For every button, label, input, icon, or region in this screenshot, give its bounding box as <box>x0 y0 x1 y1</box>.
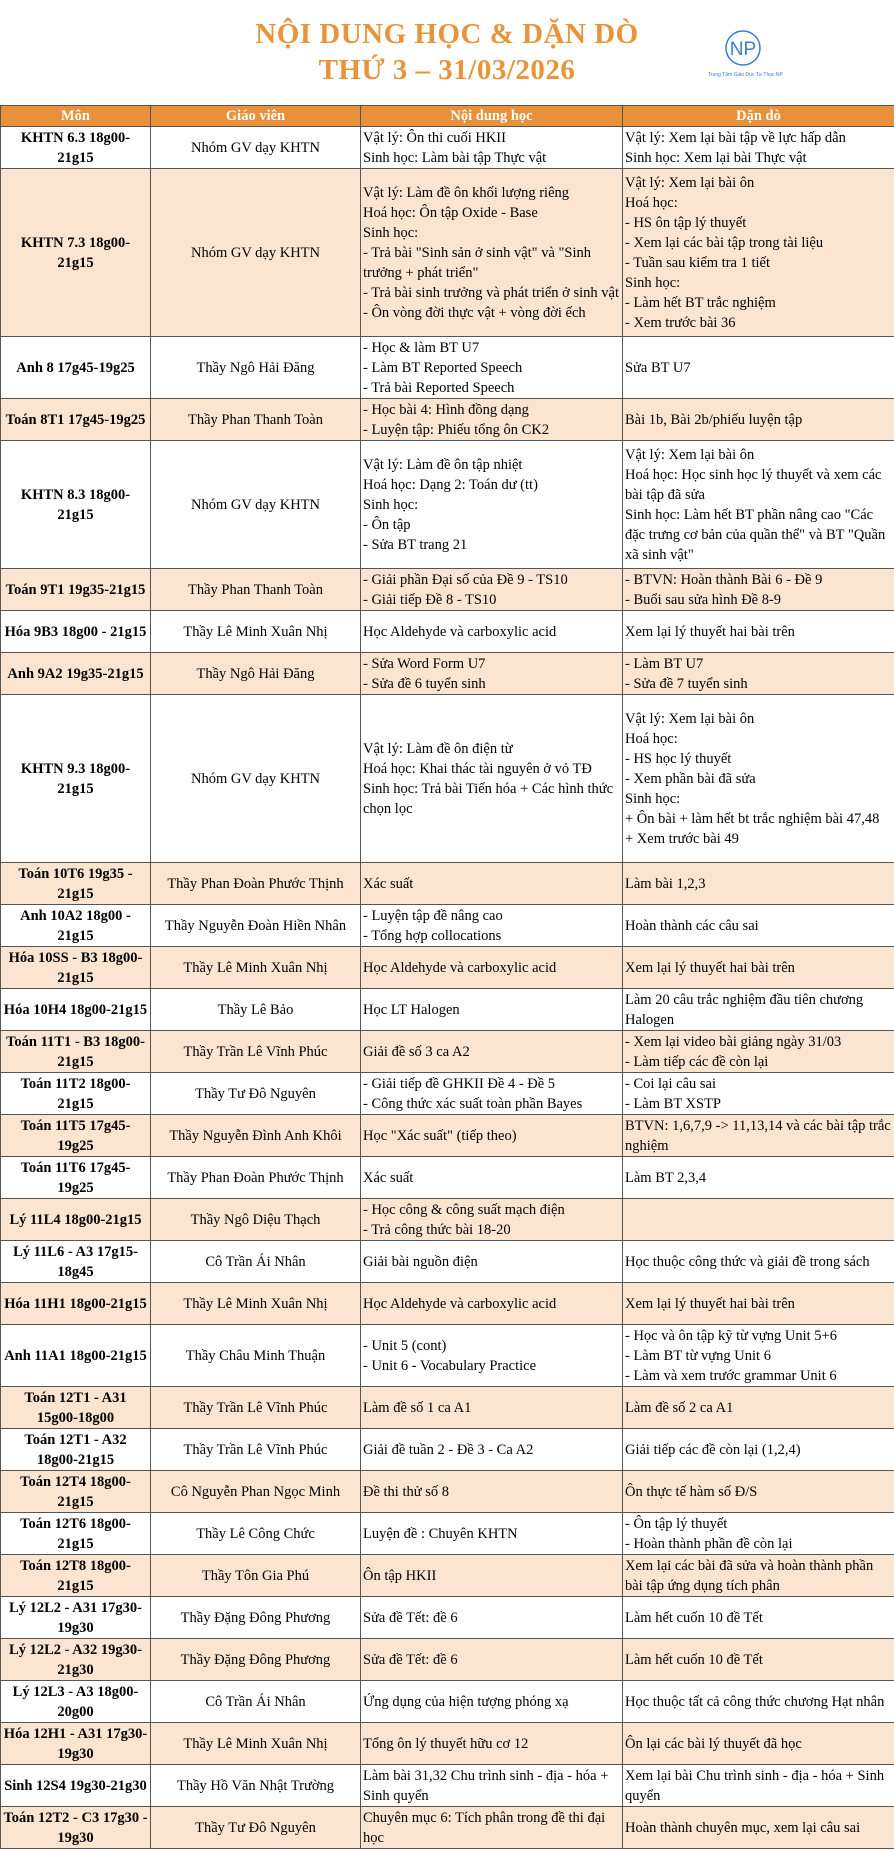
teacher-cell: Thầy Trần Lê Vĩnh Phúc <box>151 1031 361 1073</box>
homework-cell: Làm hết cuốn 10 đề Tết <box>623 1639 894 1681</box>
content-cell: Tổng ôn lý thuyết hữu cơ 12 <box>361 1723 623 1765</box>
subject-cell: KHTN 6.3 18g00-21g15 <box>1 127 151 169</box>
subject-cell: Hóa 9B3 18g00 - 21g15 <box>1 611 151 653</box>
content-cell: Sửa đề Tết: đề 6 <box>361 1639 623 1681</box>
table-row <box>1 863 894 905</box>
table-row <box>1 441 894 569</box>
table-header-row <box>1 106 894 127</box>
homework-cell: Giải tiếp các đề còn lại (1,2,4) <box>623 1429 894 1471</box>
subject-cell: Hóa 11H1 18g00-21g15 <box>1 1283 151 1325</box>
content-cell: Ôn tập HKII <box>361 1555 623 1597</box>
table-row <box>1 1031 894 1073</box>
teacher-cell: Nhóm GV dạy KHTN <box>151 127 361 169</box>
content-cell: Vật lý: Ôn thi cuối HKII Sinh học: Làm bài tập Thực vật <box>361 127 623 169</box>
table-row <box>1 1429 894 1471</box>
subject-cell: Toán 11T5 17g45-19g25 <box>1 1115 151 1157</box>
subject-cell: Hóa 12H1 - A31 17g30-19g30 <box>1 1723 151 1765</box>
table-row <box>1 1555 894 1597</box>
homework-cell: - Xem lại video bài giảng ngày 31/03 - Làm tiếp các đề còn lại <box>623 1031 894 1073</box>
content-cell: Đề thi thử số 8 <box>361 1471 623 1513</box>
homework-cell: - Làm BT U7 - Sửa đề 7 tuyển sinh <box>623 653 894 695</box>
teacher-cell: Cô Trần Ái Nhân <box>151 1681 361 1723</box>
table-row <box>1 1765 894 1807</box>
subject-cell: Toán 11T2 18g00-21g15 <box>1 1073 151 1115</box>
subject-cell: Toán 12T4 18g00-21g15 <box>1 1471 151 1513</box>
table-row <box>1 1639 894 1681</box>
subject-cell: Toán 12T1 - A32 18g00-21g15 <box>1 1429 151 1471</box>
teacher-cell: Thầy Tư Đô Nguyên <box>151 1807 361 1849</box>
teacher-cell: Thầy Trần Lê Vĩnh Phúc <box>151 1387 361 1429</box>
table-row <box>1 399 894 441</box>
content-cell: - Giải phần Đại số của Đề 9 - TS10 - Giải tiếp Đề 8 - TS10 <box>361 569 623 611</box>
content-cell: Xác suất <box>361 863 623 905</box>
subject-cell: Toán 9T1 19g35-21g15 <box>1 569 151 611</box>
teacher-cell: Thầy Phan Đoàn Phước Thịnh <box>151 1157 361 1199</box>
homework-cell: Vật lý: Xem lại bài ôn Hoá học: Học sinh học lý thuyết và xem các bài tập đã sửa Sinh học: Làm hết BT phần nâng cao "Các đặc trưng cơ bản của quần thể" và BT "Quần xã sinh vật" <box>623 441 894 569</box>
teacher-cell: Nhóm GV dạy KHTN <box>151 441 361 569</box>
table-row <box>1 611 894 653</box>
content-cell: Vật lý: Làm đề ôn điện từ Hoá học: Khai thác tài nguyên ở vỏ TĐ Sinh học: Trả bài Tiến hóa + Các hình thức chọn lọc <box>361 695 623 863</box>
table-row <box>1 337 894 399</box>
subject-cell: Toán 12T1 - A31 15g00-18g00 <box>1 1387 151 1429</box>
homework-cell: Sửa BT U7 <box>623 337 894 399</box>
homework-cell: Hoàn thành chuyên mục, xem lại câu sai <box>623 1807 894 1849</box>
homework-cell: - Học và ôn tập kỹ từ vựng Unit 5+6 - Làm BT từ vựng Unit 6 - Làm và xem trước grammar Unit 6 <box>623 1325 894 1387</box>
teacher-cell: Cô Nguyễn Phan Ngọc Minh <box>151 1471 361 1513</box>
content-cell: Sửa đề Tết: đề 6 <box>361 1597 623 1639</box>
subject-cell: Toán 11T6 17g45-19g25 <box>1 1157 151 1199</box>
teacher-cell: Thầy Lê Công Chức <box>151 1513 361 1555</box>
content-cell: Làm bài 31,32 Chu trình sinh - địa - hóa + Sinh quyển <box>361 1765 623 1807</box>
teacher-cell: Thầy Ngô Hải Đăng <box>151 337 361 399</box>
homework-cell: Xem lại lý thuyết hai bài trên <box>623 1283 894 1325</box>
content-cell: - Học & làm BT U7 - Làm BT Reported Speech - Trả bài Reported Speech <box>361 337 623 399</box>
column-header-homework: Dặn dò <box>623 106 894 127</box>
table-row <box>1 1283 894 1325</box>
content-cell: Chuyên mục 6: Tích phân trong đề thi đại học <box>361 1807 623 1849</box>
teacher-cell: Thầy Tôn Gia Phú <box>151 1555 361 1597</box>
subject-cell: Toán 12T2 - C3 17g30 - 19g30 <box>1 1807 151 1849</box>
table-row <box>1 1157 894 1199</box>
table-row <box>1 169 894 337</box>
teacher-cell: Thầy Lê Minh Xuân Nhị <box>151 1723 361 1765</box>
teacher-cell: Thầy Hồ Văn Nhật Trường <box>151 1765 361 1807</box>
teacher-cell: Thầy Phan Thanh Toàn <box>151 399 361 441</box>
teacher-cell: Thầy Nguyễn Đoàn Hiền Nhân <box>151 905 361 947</box>
table-row <box>1 127 894 169</box>
teacher-cell: Thầy Trần Lê Vĩnh Phúc <box>151 1429 361 1471</box>
table-row <box>1 653 894 695</box>
subject-cell: Anh 11A1 18g00-21g15 <box>1 1325 151 1387</box>
homework-cell: Hoàn thành các câu sai <box>623 905 894 947</box>
homework-cell: Bài 1b, Bài 2b/phiếu luyện tập <box>623 399 894 441</box>
content-cell: Xác suất <box>361 1157 623 1199</box>
page-header <box>0 0 894 105</box>
homework-cell: - Coi lại câu sai - Làm BT XSTP <box>623 1073 894 1115</box>
teacher-cell: Thầy Lê Minh Xuân Nhị <box>151 947 361 989</box>
content-cell: - Luyện tập đề nâng cao - Tổng hợp collocations <box>361 905 623 947</box>
teacher-cell: Thầy Châu Minh Thuận <box>151 1325 361 1387</box>
homework-cell: Làm đề số 2 ca A1 <box>623 1387 894 1429</box>
homework-cell: Vật lý: Xem lại bài tập về lực hấp dẫn Sinh học: Xem lại bài Thực vật <box>623 127 894 169</box>
content-cell: - Học bài 4: Hình đồng dạng - Luyện tập: Phiếu tổng ôn CK2 <box>361 399 623 441</box>
homework-cell: Làm bài 1,2,3 <box>623 863 894 905</box>
subject-cell: Anh 9A2 19g35-21g15 <box>1 653 151 695</box>
teacher-cell: Thầy Ngô Diệu Thạch <box>151 1199 361 1241</box>
logo-caption: Trung Tâm Giáo Dục Tư Thục NP <box>708 72 783 78</box>
subject-cell: Lý 11L4 18g00-21g15 <box>1 1199 151 1241</box>
subject-cell: Anh 10A2 18g00 - 21g15 <box>1 905 151 947</box>
table-row <box>1 1073 894 1115</box>
content-cell: - Sửa Word Form U7 - Sửa đề 6 tuyển sinh <box>361 653 623 695</box>
teacher-cell: Nhóm GV dạy KHTN <box>151 169 361 337</box>
table-row <box>1 947 894 989</box>
content-cell: Luyện đề : Chuyên KHTN <box>361 1513 623 1555</box>
subject-cell: KHTN 7.3 18g00-21g15 <box>1 169 151 337</box>
teacher-cell: Thầy Lê Bảo <box>151 989 361 1031</box>
subject-cell: Toán 12T8 18g00-21g15 <box>1 1555 151 1597</box>
content-cell: Giải bài nguồn điện <box>361 1241 623 1283</box>
table-row <box>1 1513 894 1555</box>
table-row <box>1 1807 894 1849</box>
table-row <box>1 1115 894 1157</box>
subject-cell: Lý 12L2 - A32 19g30-21g30 <box>1 1639 151 1681</box>
table-row <box>1 1597 894 1639</box>
schedule-table <box>0 105 894 1849</box>
table-row <box>1 1241 894 1283</box>
teacher-cell: Thầy Lê Minh Xuân Nhị <box>151 1283 361 1325</box>
subject-cell: Toán 8T1 17g45-19g25 <box>1 399 151 441</box>
subject-cell: Lý 11L6 - A3 17g15-18g45 <box>1 1241 151 1283</box>
homework-cell: Vật lý: Xem lại bài ôn Hoá học: - HS ôn tập lý thuyết - Xem lại các bài tập trong tài liệu - Tuần sau kiểm tra 1 tiết Sinh học: - Làm hết BT trắc nghiệm - Xem trước bài 36 <box>623 169 894 337</box>
content-cell: Học Aldehyde và carboxylic acid <box>361 947 623 989</box>
table-row <box>1 1723 894 1765</box>
table-row <box>1 989 894 1031</box>
homework-cell: Xem lại bài Chu trình sinh - địa - hóa + Sinh quyển <box>623 1765 894 1807</box>
subject-cell: Lý 12L3 - A3 18g00-20g00 <box>1 1681 151 1723</box>
content-cell: Ứng dụng của hiện tượng phóng xạ <box>361 1681 623 1723</box>
content-cell: Giải đề tuần 2 - Đề 3 - Ca A2 <box>361 1429 623 1471</box>
content-cell: - Unit 5 (cont) - Unit 6 - Vocabulary Practice <box>361 1325 623 1387</box>
teacher-cell: Thầy Ngô Hải Đăng <box>151 653 361 695</box>
content-cell: Học LT Halogen <box>361 989 623 1031</box>
homework-cell <box>623 1199 894 1241</box>
logo-text: NP <box>729 39 757 60</box>
content-cell: Học Aldehyde và carboxylic acid <box>361 1283 623 1325</box>
teacher-cell: Thầy Đặng Đông Phương <box>151 1597 361 1639</box>
content-cell: Làm đề số 1 ca A1 <box>361 1387 623 1429</box>
content-cell: - Giải tiếp đề GHKII Đề 4 - Đề 5 - Công thức xác suất toàn phần Bayes <box>361 1073 623 1115</box>
page-title: NỘI DUNG HỌC & DẶN DÒ <box>255 18 639 50</box>
content-cell: Học Aldehyde và carboxylic acid <box>361 611 623 653</box>
page-date: THỨ 3 – 31/03/2026 <box>318 54 576 86</box>
table-row <box>1 905 894 947</box>
homework-cell: Vật lý: Xem lại bài ôn Hoá học: - HS học lý thuyết - Xem phần bài đã sửa Sinh học: + Ôn bài + làm hết bt trắc nghiệm bài 47,48 + Xem trước bài 49 <box>623 695 894 863</box>
table-row <box>1 1681 894 1723</box>
homework-cell: Làm 20 câu trắc nghiệm đầu tiên chương Halogen <box>623 989 894 1031</box>
table-row <box>1 695 894 863</box>
homework-cell: Ôn lại các bài lý thuyết đã học <box>623 1723 894 1765</box>
subject-cell: Toán 12T6 18g00-21g15 <box>1 1513 151 1555</box>
homework-cell: - BTVN: Hoàn thành Bài 6 - Đề 9 - Buổi sau sửa hình Đề 8-9 <box>623 569 894 611</box>
teacher-cell: Cô Trần Ái Nhân <box>151 1241 361 1283</box>
homework-cell: Ôn thực tế hàm số Đ/S <box>623 1471 894 1513</box>
teacher-cell: Nhóm GV dạy KHTN <box>151 695 361 863</box>
column-header-subject: Môn <box>1 106 151 127</box>
teacher-cell: Thầy Phan Đoàn Phước Thịnh <box>151 863 361 905</box>
homework-cell: BTVN: 1,6,7,9 -> 11,13,14 và các bài tập trắc nghiệm <box>623 1115 894 1157</box>
homework-cell: Học thuộc tất cả công thức chương Hạt nhân <box>623 1681 894 1723</box>
homework-cell: - Ôn tập lý thuyết - Hoàn thành phần đề còn lại <box>623 1513 894 1555</box>
teacher-cell: Thầy Phan Thanh Toàn <box>151 569 361 611</box>
content-cell: Giải đề số 3 ca A2 <box>361 1031 623 1073</box>
subject-cell: Sinh 12S4 19g30-21g30 <box>1 1765 151 1807</box>
column-header-teacher: Giáo viên <box>151 106 361 127</box>
subject-cell: Toán 11T1 - B3 18g00-21g15 <box>1 1031 151 1073</box>
homework-cell: Học thuộc công thức và giải đề trong sách <box>623 1241 894 1283</box>
content-cell: - Học công & công suất mạch điện - Trả công thức bài 18-20 <box>361 1199 623 1241</box>
subject-cell: Anh 8 17g45-19g25 <box>1 337 151 399</box>
subject-cell: Hóa 10H4 18g00-21g15 <box>1 989 151 1031</box>
teacher-cell: Thầy Tư Đô Nguyên <box>151 1073 361 1115</box>
table-row <box>1 1387 894 1429</box>
table-row <box>1 569 894 611</box>
homework-cell: Làm hết cuốn 10 đề Tết <box>623 1597 894 1639</box>
table-row <box>1 1471 894 1513</box>
homework-cell: Xem lại lý thuyết hai bài trên <box>623 611 894 653</box>
teacher-cell: Thầy Đặng Đông Phương <box>151 1639 361 1681</box>
column-header-content: Nội dung học <box>361 106 623 127</box>
content-cell: Vật lý: Làm đề ôn tập nhiệt Hoá học: Dạng 2: Toán dư (tt) Sinh học: - Ôn tập - Sửa BT trang 21 <box>361 441 623 569</box>
homework-cell: Làm BT 2,3,4 <box>623 1157 894 1199</box>
homework-cell: Xem lại lý thuyết hai bài trên <box>623 947 894 989</box>
subject-cell: KHTN 8.3 18g00-21g15 <box>1 441 151 569</box>
table-row <box>1 1325 894 1387</box>
subject-cell: Toán 10T6 19g35 - 21g15 <box>1 863 151 905</box>
schedule-rows <box>1 127 894 1849</box>
teacher-cell: Thầy Nguyễn Đình Anh Khôi <box>151 1115 361 1157</box>
table-row <box>1 1199 894 1241</box>
subject-cell: Hóa 10SS - B3 18g00-21g15 <box>1 947 151 989</box>
subject-cell: Lý 12L2 - A31 17g30-19g30 <box>1 1597 151 1639</box>
homework-cell: Xem lại các bài đã sửa và hoàn thành phần bài tập ứng dụng tích phân <box>623 1555 894 1597</box>
subject-cell: KHTN 9.3 18g00-21g15 <box>1 695 151 863</box>
content-cell: Học "Xác suất" (tiếp theo) <box>361 1115 623 1157</box>
content-cell: Vật lý: Làm đề ôn khối lượng riêng Hoá học: Ôn tập Oxide - Base Sinh học: - Trả bài "Sinh sản ở sinh vật" và "Sinh trưởng + phát triển" - Trả bài sinh trưởng và phát triển ở sinh vật - Ôn vòng đời thực vật + vòng đời ếch <box>361 169 623 337</box>
teacher-cell: Thầy Lê Minh Xuân Nhị <box>151 611 361 653</box>
